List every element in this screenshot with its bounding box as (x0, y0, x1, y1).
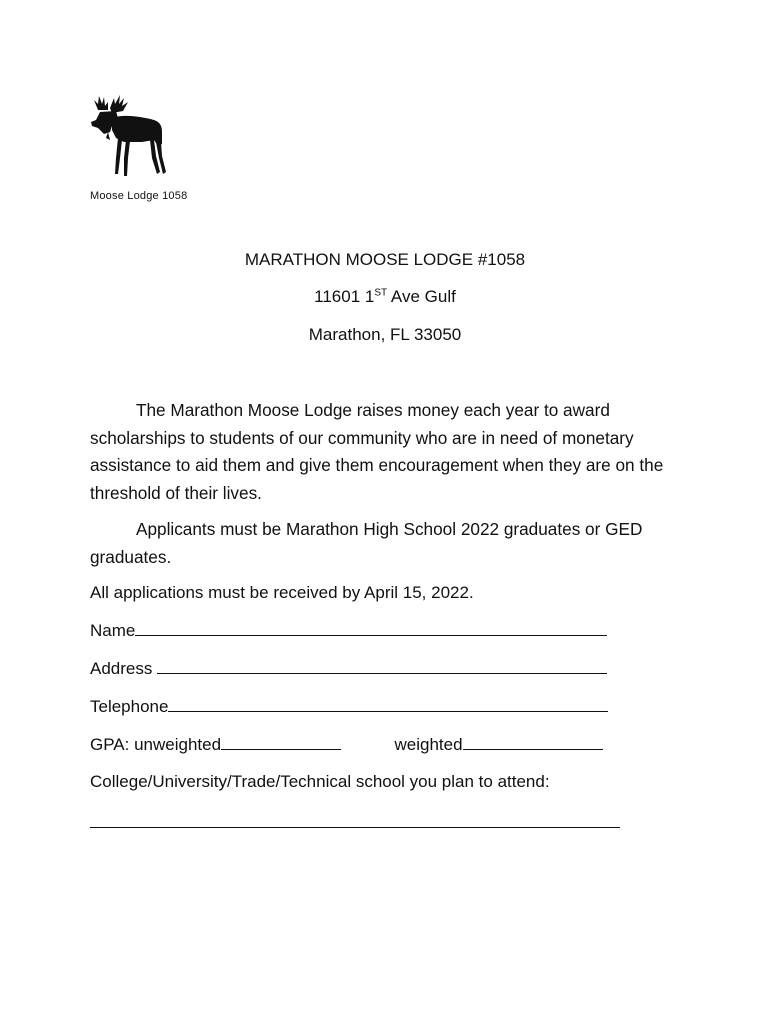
gpa-weighted-label: weighted (394, 735, 463, 754)
address-label: Address (90, 659, 158, 678)
gpa-weighted-blank[interactable] (463, 734, 603, 750)
street-ordinal-suffix: ST (374, 287, 388, 299)
telephone-blank[interactable] (168, 696, 608, 712)
street-number: 11601 1 (314, 287, 375, 306)
gpa-field-row (90, 734, 603, 755)
school-blank[interactable] (90, 812, 620, 828)
moose-silhouette-icon (88, 92, 170, 178)
name-blank[interactable] (135, 620, 607, 636)
gpa-unweighted-label: GPA: unweighted (90, 735, 222, 754)
deadline-text: All applications must be received by April 15, 2022. (90, 583, 474, 602)
eligibility-paragraph: Applicants must be Marathon High School 2022 graduates or GED graduates. (90, 519, 643, 567)
lodge-title: MARATHON MOOSE LODGE #1058 (244, 250, 526, 269)
name-label: Name (90, 621, 136, 640)
street-name: Ave Gulf (387, 287, 456, 306)
logo-caption: Moose Lodge 1058 (90, 190, 188, 202)
name-field-row (90, 620, 607, 641)
address-blank[interactable] (157, 658, 607, 674)
telephone-field-row (90, 696, 608, 717)
school-label: College/University/Trade/Technical school you plan to attend: (90, 772, 550, 791)
address-field-row (90, 658, 607, 679)
lodge-street-address (0, 287, 770, 307)
intro-paragraph: The Marathon Moose Lodge raises money each year to award scholarships to students of our community who are in need of monetary assistance to aid them and give them encouragement when they are on the threshold of their lives. (90, 400, 664, 503)
lodge-city-state-zip: Marathon, FL 33050 (308, 325, 462, 344)
school-field-row (90, 812, 620, 833)
telephone-label: Telephone (90, 697, 169, 716)
gpa-unweighted-blank[interactable] (221, 734, 341, 750)
